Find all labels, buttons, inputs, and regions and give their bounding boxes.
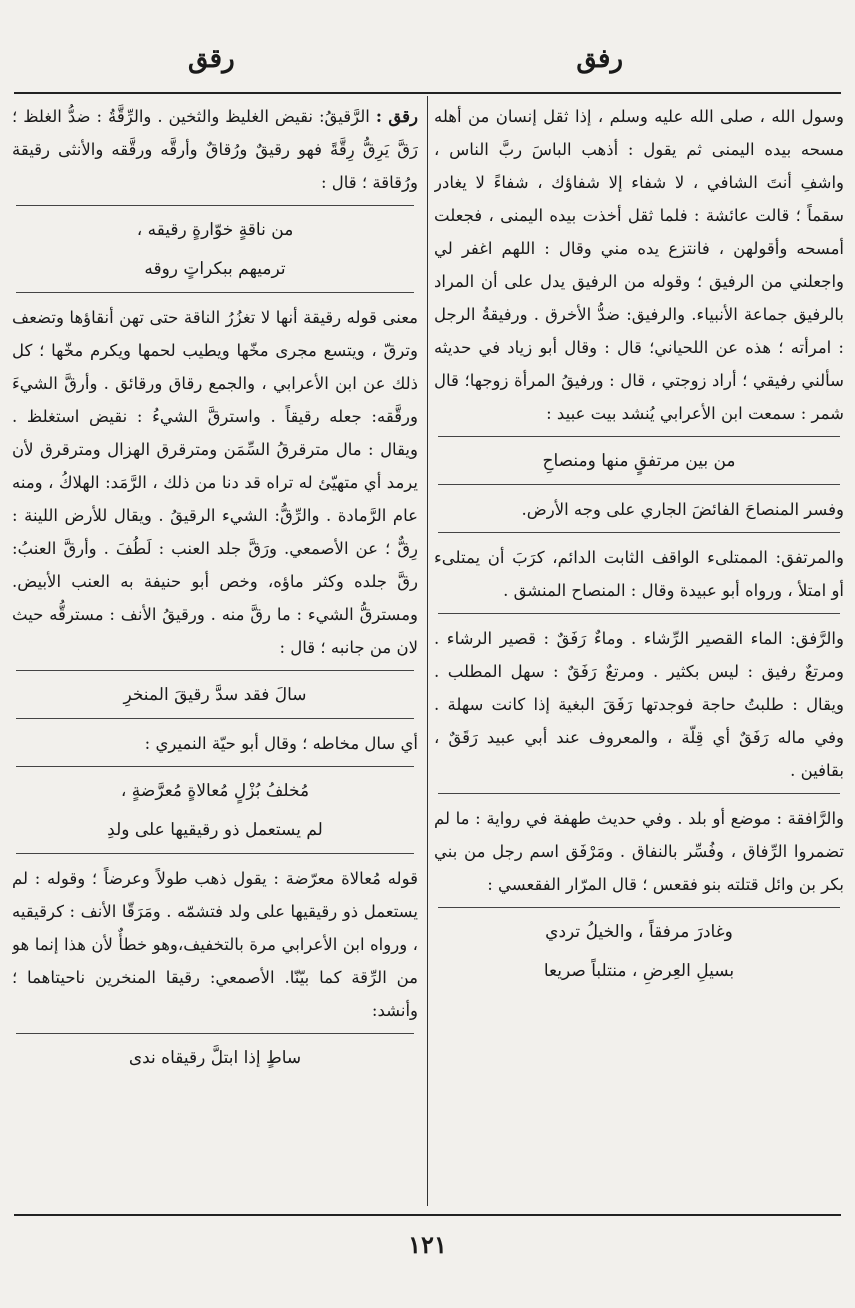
- right-paragraph-3: والمرتفق: الممتلىء الواقف الثابت الدائم، كرَبَ أن يمتلىء أو امتلأ ، ورواه أبو عبيدة وقال : المنصاح المنشق .: [434, 548, 844, 600]
- left-verse-3b: لم يستعمل ذو رقيقيها على ولدِ: [107, 820, 323, 840]
- column-divider: [427, 96, 428, 1206]
- separator: [16, 1033, 414, 1034]
- left-verse-3a: مُخلفُ بُزْلٍ مُعالاةٍ مُعرَّضةٍ ،: [120, 781, 310, 801]
- left-column: [12, 100, 418, 1208]
- separator: [16, 766, 414, 767]
- left-paragraph-1: [12, 100, 418, 199]
- right-paragraph-4: والرَّفق: الماء القصير الرِّشاء . وماءٌ رَفَقٌ : قصير الرشاء . ومرتعٌ رفيق : ليس بكثير . ومرتعٌ رَفَقٌ : سهل المطلب . ويقال : طلبتُ حاجة فوجدتها رَفَقَ البغية إذا كانت سهلة . وفي ماله رَفَقٌ أي قِلّة ، والمعروف عند أبي عبيد رَقَقٌ ، بقافين .: [434, 629, 844, 780]
- separator: [438, 907, 840, 908]
- left-verse-1a: من ناقةٍ خوّارةٍ رقيقه ،: [136, 220, 294, 240]
- right-verse-1: من بين مرتفقٍ منها ومنصاحِ: [542, 451, 736, 471]
- left-verse-4: ساطٍ إذا ابتلَّ رقيقاه ندى: [128, 1048, 302, 1068]
- separator: [16, 670, 414, 671]
- left-paragraph-4: قوله مُعالاة معرّضة : يقول ذهب طولاً وعرضاً ؛ وقوله : لم يستعمل ذو رقيقيها على ولد فتشمّه . ومَرَقّا الأنف : كرقيقيه ، ورواه ابن الأعرابي مرة بالتخفيف،وهو خطأٌ لأن هذا إنما هو من الرِّقة كما بيّنّا. الأصمعي: رقيقا المنخرين ناحيتاهما ؛ وأنشد:: [12, 869, 418, 1020]
- separator: [438, 613, 840, 614]
- separator: [16, 718, 414, 719]
- separator: [438, 793, 840, 794]
- left-paragraph-1-text: الرَّقيقُ: نقيض الغليظ والثخين . والرِّقَّةُ : ضدُّ الغلظ ؛ رَقَّ يَرِقُّ رِقَّةً فهو رقيقٌ ورُقاقٌ وأرقَّه ورقَّقه والأنثى رقيقة ورُقاقة ؛ قال :: [12, 107, 418, 192]
- separator: [16, 205, 414, 206]
- right-column: [434, 100, 844, 1208]
- running-head-right: رفق: [576, 44, 623, 74]
- separator: [438, 532, 840, 533]
- right-paragraph-2: وفسر المنصاحَ الفائضَ الجاري على وجه الأرض.: [521, 500, 844, 519]
- left-paragraph-2: معنى قوله رقيقة أنها لا تغزُرُ الناقة حتى تهن أنقاؤها وتضعف وترقّ ، ويتسع مجرى مخّها ويطيب لحمها ويكرم مخّها ؛ كل ذلك عن ابن الأعرابي ، والجمع رقاق ورقائق . وأرقَّ الشيءَ ورقَّقه: جعله رقيقاً . واسترقَّ الشيءُ : نقيض استغلظ . ويقال : مال مترقرقُ السِّمَن ومترقرق الهزال ومترقرق لأن يرمد أي متهيّئ له تراه قد دنا من ذلك ، الرَّمَد: الهلاكُ ، ومنه عام الرَّمادة . والرِّقُّ: الشيء الرقيقُ . ويقال للأرض اللينة : رِقٌّ ؛ عن الأصمعي. ورَقَّ جلد العنب : لَطُفَ . وأرقَّ العنبُ: رقَّ جلده وكثر ماؤه، وخص أبو حنيفة به العنب الأبيض. ومسترقُّ الشيء : ما رقَّ منه . ورقيقُ الأنف : مسترقُّه حيث لان من جانبه ؛ قال :: [12, 308, 418, 657]
- separator: [438, 484, 840, 485]
- right-paragraph-5: والرَّافقة : موضع أو بلد . وفي حديث طهفة في رواية : ما لم تضمروا الرِّفاق ، وفُسِّر بالنفاق . ومَرْفَق اسم رجل من بني بكر بن وائل قتلته بنو فقعس ؛ قال المرّار الفقعسي :: [434, 809, 844, 894]
- left-paragraph-3: أي سال مخاطه ؛ وقال أبو حيّة النميري :: [144, 734, 418, 753]
- page-number: ١٢١: [408, 1230, 447, 1259]
- right-verse-2b: بسيلِ العِرضِ ، منتلباً صريعا: [543, 961, 735, 981]
- right-verse-2a: وغادرَ مرفقاً ، والخيلُ تردي: [545, 922, 733, 942]
- top-rule: [14, 92, 841, 94]
- right-paragraph-1: وسول الله ، صلى الله عليه وسلم ، إذا ثقل إنسان من أهله مسحه بيده اليمنى ثم يقول : أذهب الباسَ ربَّ الناس ، واشفِ أنتَ الشافي ، لا شفاء إلا شفاؤك ، شفاءً لا يغادر سقماً ؛ قالت عائشة : فلما ثقل أخذت بيده اليمنى ، فجعلت أمسحه وأقولهن ، فانتزع يده مني وقال : اللهم اغفر لي واجعلني من الرفيق ؛ وقوله من الرفيق يدل على أن المراد بالرفيق جماعة الأنبياء. والرفيق: ضدُّ الأخرق . ورفيقةُ الرجل : امرأته ؛ هذه عن اللحياني؛ قال : وقال أبو زياد في حديثه سألني رفيقي ؛ أراد زوجتي ، قال : ورفيقُ المرأة زوجها؛ قال شمر : سمعت ابن الأعرابي يُنشد بيت عبيد :: [434, 107, 844, 423]
- left-verse-1b: ترميهم ببكراتٍ روقه: [144, 259, 286, 279]
- separator: [16, 292, 414, 293]
- bottom-rule: [14, 1214, 841, 1216]
- entry-headword: رقق :: [375, 107, 418, 126]
- left-verse-2: سالَ فقد سدَّ رقيقَ المنخرِ: [123, 685, 307, 705]
- separator: [438, 436, 840, 437]
- separator: [16, 853, 414, 854]
- running-head-left: رقق: [188, 44, 235, 74]
